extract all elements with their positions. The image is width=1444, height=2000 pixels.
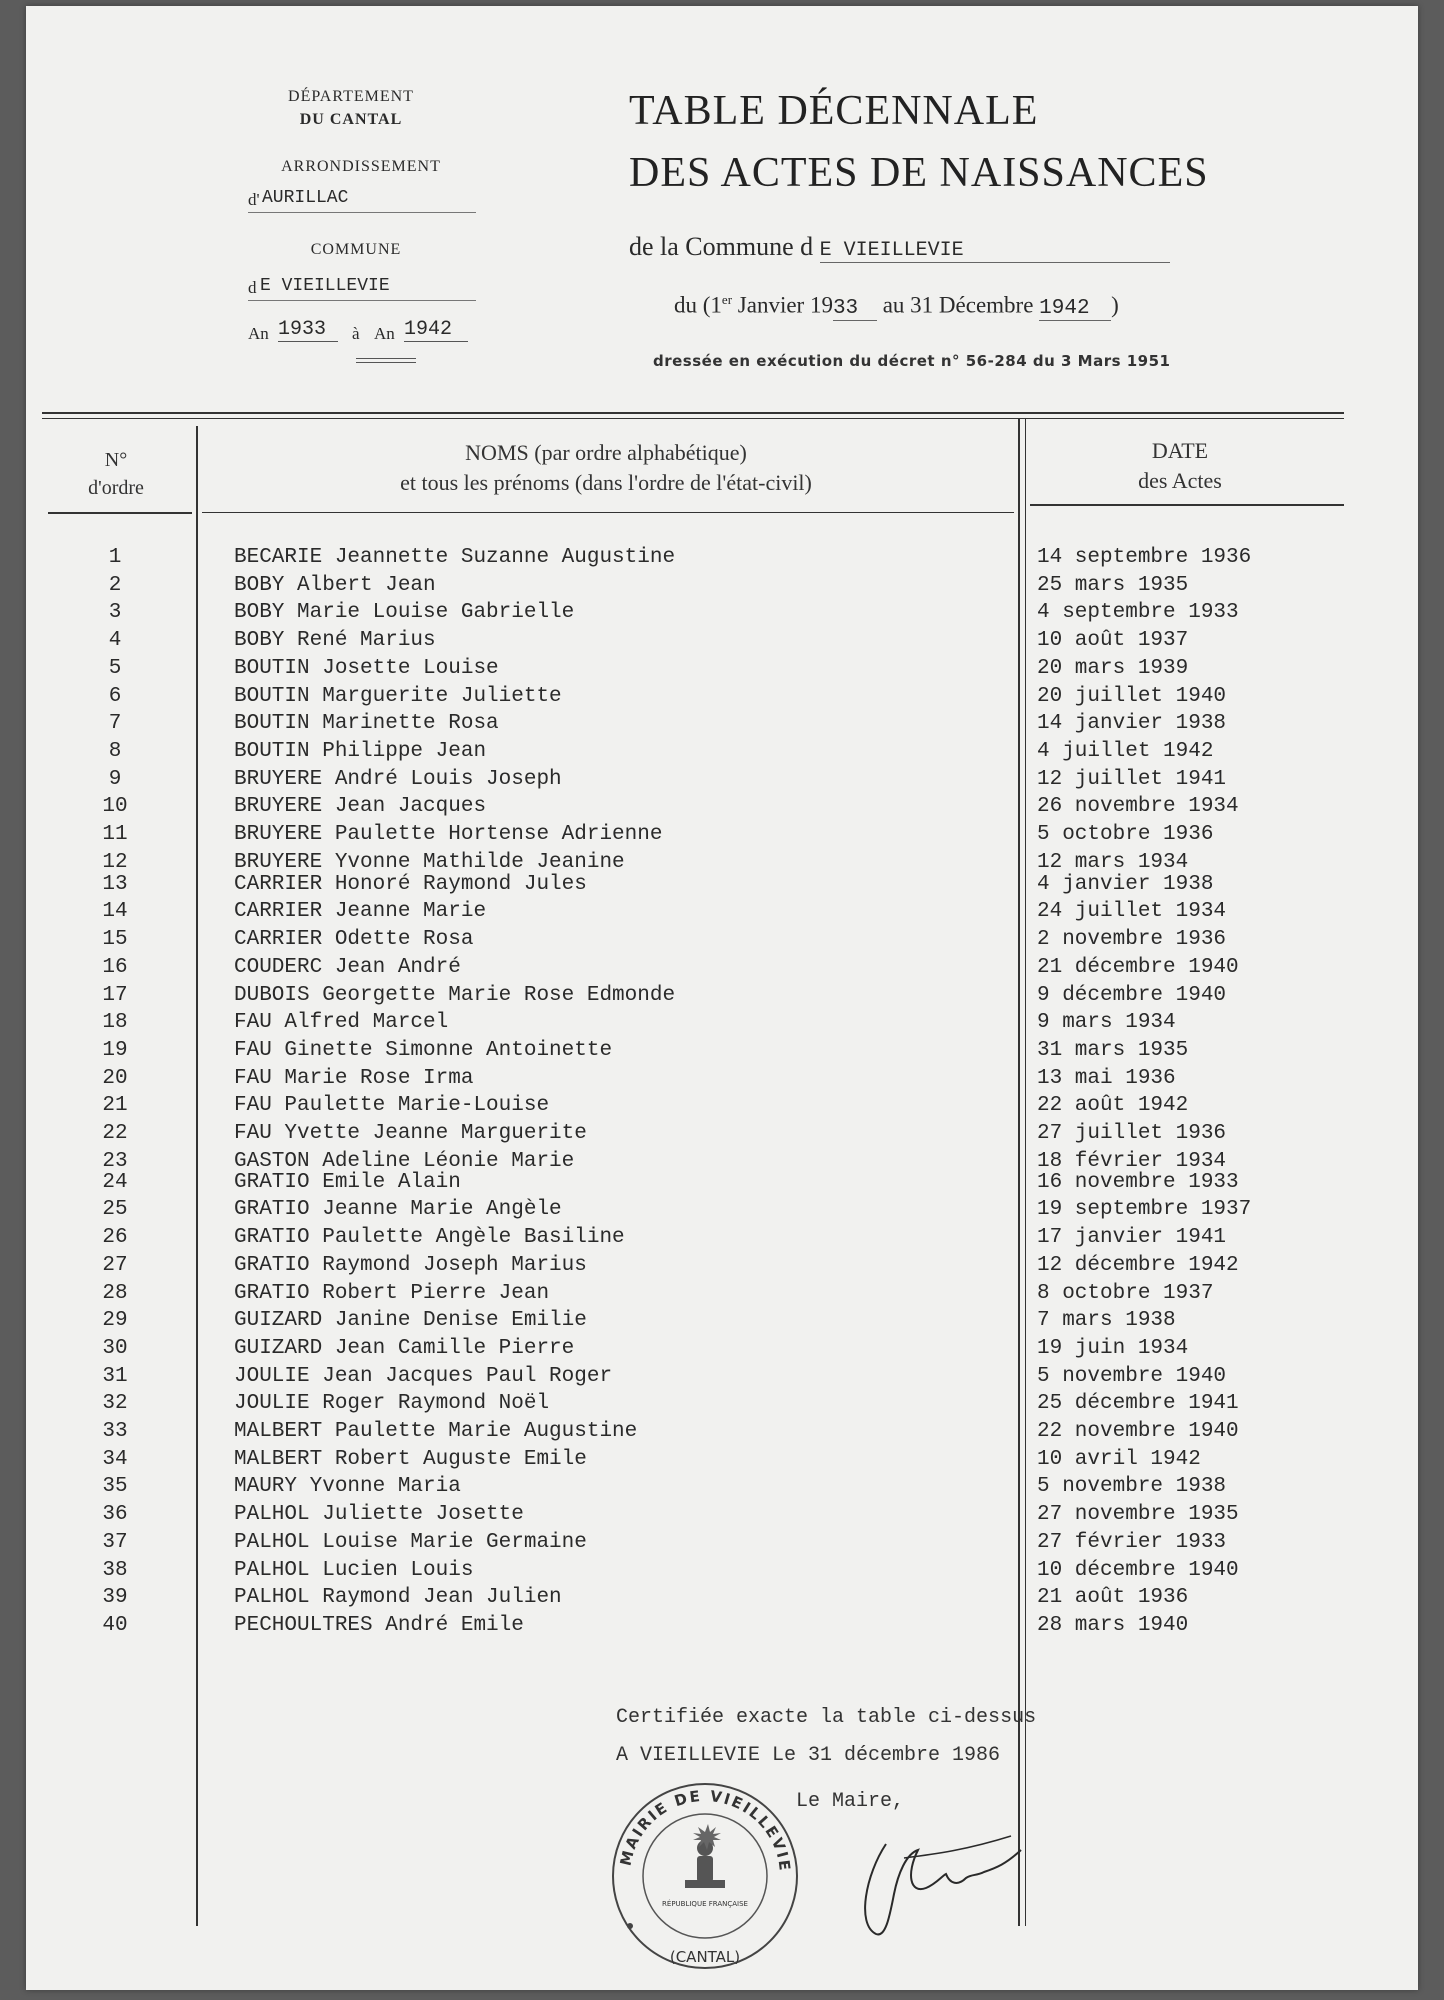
row-number: 28 (102, 1281, 128, 1305)
table-row (26, 821, 1418, 848)
row-number: 40 (102, 1613, 128, 1637)
row-date: 8 octobre 1937 (1037, 1281, 1214, 1305)
mayor-signature (846, 1814, 1046, 1944)
row-date: 21 décembre 1940 (1037, 955, 1239, 979)
row-number: 14 (102, 900, 128, 924)
col-header-names-line1: NOMS (par ordre alphabétique) (465, 440, 747, 465)
row-name: PECHOULTRES André Emile (234, 1613, 524, 1637)
table-row (26, 1529, 1418, 1556)
period-year-end: 1942 (1039, 297, 1111, 321)
row-date: 12 décembre 1942 (1037, 1253, 1239, 1277)
row-date: 2 novembre 1936 (1037, 928, 1227, 952)
row-number: 18 (102, 1011, 128, 1035)
header-rule-date (1030, 504, 1344, 506)
row-number: 8 (108, 739, 122, 763)
col-header-num-line1: N° (104, 449, 128, 471)
row-number: 10 (102, 795, 128, 819)
col-header-num-line2: d'ordre (88, 477, 144, 499)
col-header-date-line2: des Actes (1138, 468, 1222, 493)
col-header-names (206, 438, 1006, 498)
row-name: PALHOL Juliette Josette (234, 1503, 524, 1527)
table-row (26, 710, 1418, 737)
table-row (26, 1092, 1418, 1119)
arrondissement-field (248, 186, 476, 213)
departement-label: DÉPARTEMENT (288, 88, 414, 105)
stamp-text-top: MAIRIE DE VIEILLEVIE (616, 1786, 795, 1874)
row-number: 36 (102, 1503, 128, 1527)
table-row (26, 1363, 1418, 1390)
col-header-date (1030, 436, 1330, 496)
commune-field (248, 274, 476, 301)
table-row (26, 1557, 1418, 1584)
row-date: 14 septembre 1936 (1037, 546, 1252, 569)
row-number: 11 (102, 823, 128, 846)
row-date: 4 juillet 1942 (1037, 739, 1214, 763)
period-year-start: 33 (833, 297, 877, 321)
row-date: 27 février 1933 (1037, 1530, 1227, 1554)
row-name: MAURY Yvonne Maria (234, 1475, 461, 1499)
table-row (26, 572, 1418, 599)
table-row (26, 1120, 1418, 1147)
certification-line-3: Le Maire, (796, 1790, 905, 1813)
row-name: BOUTIN Marguerite Juliette (234, 684, 562, 708)
row-date: 4 janvier 1938 (1037, 872, 1214, 896)
table-row (26, 1612, 1418, 1639)
row-number: 1 (108, 546, 122, 569)
row-name: FAU Yvette Jeanne Marguerite (234, 1122, 587, 1145)
row-date: 17 janvier 1941 (1037, 1226, 1227, 1250)
table-row (26, 1196, 1418, 1223)
certification-line-2: A VIEILLEVIE Le 31 décembre 1986 (616, 1744, 1001, 1767)
row-name: PALHOL Lucien Louis (234, 1558, 474, 1582)
table-row (26, 627, 1418, 654)
row-date: 22 août 1942 (1037, 1094, 1189, 1118)
row-name: JOULIE Roger Raymond Noël (234, 1392, 550, 1416)
row-date: 18 février 1934 (1037, 1149, 1227, 1173)
commune-label: COMMUNE (310, 241, 402, 258)
title-commune-prefix: de la Commune d (629, 232, 814, 261)
period-close: ) (1111, 292, 1119, 318)
row-date: 9 mars 1934 (1037, 1011, 1176, 1035)
stamp-text-bottom: (CANTAL) (669, 1948, 741, 1966)
row-number: 34 (102, 1447, 128, 1471)
row-date: 5 novembre 1938 (1037, 1475, 1227, 1499)
table-row (26, 1037, 1418, 1064)
table-top-rule (42, 412, 1344, 414)
row-number: 24 (102, 1170, 128, 1194)
row-name: MALBERT Paulette Marie Augustine (234, 1420, 638, 1443)
table-row (26, 1501, 1418, 1528)
title-commune-line (629, 232, 1289, 264)
row-number: 17 (102, 983, 128, 1007)
table-top-rule-2 (42, 418, 1344, 419)
row-name: FAU Ginette Simonne Antoinette (234, 1038, 613, 1062)
stamp-star-icon (627, 1923, 633, 1929)
table-row (26, 926, 1418, 953)
table-row (26, 1418, 1418, 1445)
row-number: 27 (102, 1253, 128, 1277)
row-name: DUBOIS Georgette Marie Rose Edmonde (234, 983, 676, 1007)
row-name: FAU Marie Rose Irma (234, 1066, 474, 1090)
row-date: 26 novembre 1934 (1037, 795, 1239, 819)
row-date: 9 décembre 1940 (1037, 983, 1227, 1007)
row-date: 31 mars 1935 (1037, 1038, 1189, 1062)
row-number: 35 (102, 1475, 128, 1499)
row-name: BRUYERE André Louis Joseph (234, 767, 562, 791)
table-row (26, 898, 1418, 925)
arrondissement-prefix: d' (248, 190, 260, 209)
table-row (26, 1280, 1418, 1307)
row-number: 3 (108, 601, 122, 625)
stamp-text-center: RÉPUBLIQUE FRANÇAISE (662, 1900, 748, 1908)
table-row (26, 871, 1418, 898)
row-number: 21 (102, 1094, 128, 1118)
commune-prefix: d (248, 278, 257, 297)
row-name: GRATIO Robert Pierre Jean (234, 1281, 550, 1305)
table-row (26, 793, 1418, 820)
title-period-line (674, 292, 1274, 324)
certification-line-1: Certifiée exacte la table ci-dessus (616, 1706, 1037, 1729)
row-number: 30 (102, 1336, 128, 1360)
row-date: 5 octobre 1936 (1037, 823, 1214, 846)
table-row (26, 1446, 1418, 1473)
row-date: 14 janvier 1938 (1037, 712, 1227, 736)
row-name: PALHOL Louise Marie Germaine (234, 1530, 587, 1554)
row-name: GRATIO Paulette Angèle Basiline (234, 1226, 625, 1250)
period-text-1: Janvier 19 (732, 292, 833, 318)
row-number: 32 (102, 1392, 128, 1416)
row-date: 27 novembre 1935 (1037, 1503, 1239, 1527)
row-date: 16 novembre 1933 (1037, 1170, 1239, 1194)
table-row (26, 1473, 1418, 1500)
row-date: 27 juillet 1936 (1037, 1122, 1227, 1145)
row-name: JOULIE Jean Jacques Paul Roger (234, 1364, 613, 1388)
row-date: 19 juin 1934 (1037, 1336, 1189, 1360)
table-row (26, 1224, 1418, 1251)
row-date: 24 juillet 1934 (1037, 900, 1227, 924)
table-row (26, 982, 1418, 1009)
row-number: 12 (102, 850, 128, 874)
row-number: 9 (108, 767, 122, 791)
row-number: 39 (102, 1586, 128, 1610)
row-name: BOBY Marie Louise Gabrielle (234, 601, 575, 625)
table-row (26, 1307, 1418, 1334)
row-number: 16 (102, 955, 128, 979)
row-date: 5 novembre 1940 (1037, 1364, 1227, 1388)
an-label-end: An (374, 324, 395, 343)
table-row (26, 1169, 1418, 1196)
row-name: GUIZARD Jean Camille Pierre (234, 1336, 575, 1360)
an-range (248, 316, 488, 348)
row-name: GASTON Adeline Léonie Marie (234, 1149, 575, 1173)
row-name: GUIZARD Janine Denise Emilie (234, 1309, 587, 1333)
row-number: 4 (108, 629, 122, 653)
an-end-value: 1942 (404, 318, 468, 342)
table-row (26, 738, 1418, 765)
row-number: 19 (102, 1038, 128, 1062)
row-date: 22 novembre 1940 (1037, 1420, 1239, 1443)
row-date: 28 mars 1940 (1037, 1613, 1189, 1637)
table-row (26, 1065, 1418, 1092)
table-row (26, 544, 1418, 571)
row-number: 6 (108, 684, 122, 708)
row-date: 19 septembre 1937 (1037, 1198, 1252, 1222)
table-row (26, 1009, 1418, 1036)
row-name: CARRIER Odette Rosa (234, 928, 474, 952)
table-row (26, 766, 1418, 793)
row-name: BOBY Albert Jean (234, 573, 436, 597)
period-open: du (1 (674, 292, 722, 318)
row-name: BOUTIN Josette Louise (234, 656, 499, 680)
commune-value: E VIEILLEVIE (260, 276, 390, 296)
row-name: BRUYERE Yvonne Mathilde Jeanine (234, 850, 625, 874)
row-name: FAU Paulette Marie-Louise (234, 1094, 550, 1118)
row-name: COUDERC Jean André (234, 955, 461, 979)
table-row (26, 655, 1418, 682)
row-date: 10 avril 1942 (1037, 1447, 1201, 1471)
row-number: 5 (108, 656, 122, 680)
row-date: 20 mars 1939 (1037, 656, 1189, 680)
header-rule-num (48, 512, 192, 514)
row-number: 29 (102, 1309, 128, 1333)
table-row (26, 954, 1418, 981)
decree-line: dressée en exécution du décret n° 56-284 du 3 Mars 1951 (653, 352, 1171, 370)
row-number: 2 (108, 573, 122, 597)
row-name: PALHOL Raymond Jean Julien (234, 1586, 562, 1610)
row-name: MALBERT Robert Auguste Emile (234, 1447, 587, 1471)
table-row (26, 1390, 1418, 1417)
row-name: FAU Alfred Marcel (234, 1011, 449, 1035)
arrondissement-value: AURILLAC (262, 188, 349, 208)
row-name: GRATIO Emile Alain (234, 1170, 461, 1194)
title-line-2: DES ACTES DE NAISSANCES (629, 150, 1209, 196)
row-name: BOBY René Marius (234, 629, 436, 653)
row-date: 10 août 1937 (1037, 629, 1189, 653)
a-label: à (352, 324, 360, 343)
row-number: 37 (102, 1530, 128, 1554)
arrondissement-label: ARRONDISSEMENT (281, 158, 441, 175)
row-number: 22 (102, 1122, 128, 1145)
row-name: BOUTIN Marinette Rosa (234, 712, 499, 736)
row-number: 13 (102, 872, 128, 896)
row-name: BRUYERE Jean Jacques (234, 795, 487, 819)
row-number: 25 (102, 1198, 128, 1222)
row-date: 10 décembre 1940 (1037, 1558, 1239, 1582)
row-date: 13 mai 1936 (1037, 1066, 1176, 1090)
table-row (26, 1335, 1418, 1362)
row-date: 21 août 1936 (1037, 1586, 1189, 1610)
col-header-names-line2: et tous les prénoms (dans l'ordre de l'état-civil) (400, 470, 812, 495)
title-line-1: TABLE DÉCENNALE (629, 88, 1039, 134)
row-number: 23 (102, 1149, 128, 1173)
row-date: 12 mars 1934 (1037, 850, 1189, 874)
period-sup: er (721, 292, 733, 307)
row-number: 26 (102, 1226, 128, 1250)
departement-value: DU CANTAL (299, 111, 403, 128)
document-page (26, 6, 1418, 1990)
row-number: 38 (102, 1558, 128, 1582)
table-row (26, 1252, 1418, 1279)
row-name: BRUYERE Paulette Hortense Adrienne (234, 823, 663, 846)
table-row (26, 1584, 1418, 1611)
row-date: 7 mars 1938 (1037, 1309, 1176, 1333)
col-header-date-line1: DATE (1151, 438, 1209, 463)
row-name: CARRIER Jeanne Marie (234, 900, 487, 924)
header-double-rule (356, 358, 416, 363)
row-date: 12 juillet 1941 (1037, 767, 1227, 791)
row-name: BOUTIN Philippe Jean (234, 739, 487, 763)
row-number: 31 (102, 1364, 128, 1388)
row-number: 33 (102, 1420, 128, 1443)
header-rule-names (202, 512, 1014, 513)
row-date: 20 juillet 1940 (1037, 684, 1227, 708)
row-name: CARRIER Honoré Raymond Jules (234, 872, 587, 896)
row-name: GRATIO Jeanne Marie Angèle (234, 1198, 562, 1222)
table-row (26, 683, 1418, 710)
table-row (26, 599, 1418, 626)
col-header-num (46, 446, 186, 502)
title-commune-value: E VIEILLEVIE (820, 239, 1170, 263)
row-number: 7 (108, 712, 122, 736)
row-date: 25 décembre 1941 (1037, 1392, 1239, 1416)
row-date: 25 mars 1935 (1037, 573, 1189, 597)
row-name: BECARIE Jeannette Suzanne Augustine (234, 546, 676, 569)
row-date: 4 septembre 1933 (1037, 601, 1239, 625)
an-label-start: An (248, 324, 269, 343)
mairie-stamp (600, 1766, 810, 1976)
period-text-2: au 31 Décembre (876, 292, 1040, 318)
row-number: 15 (102, 928, 128, 952)
row-number: 20 (102, 1066, 128, 1090)
marianne-emblem (685, 1824, 725, 1888)
row-name: GRATIO Raymond Joseph Marius (234, 1253, 587, 1277)
an-start-value: 1933 (278, 318, 338, 342)
